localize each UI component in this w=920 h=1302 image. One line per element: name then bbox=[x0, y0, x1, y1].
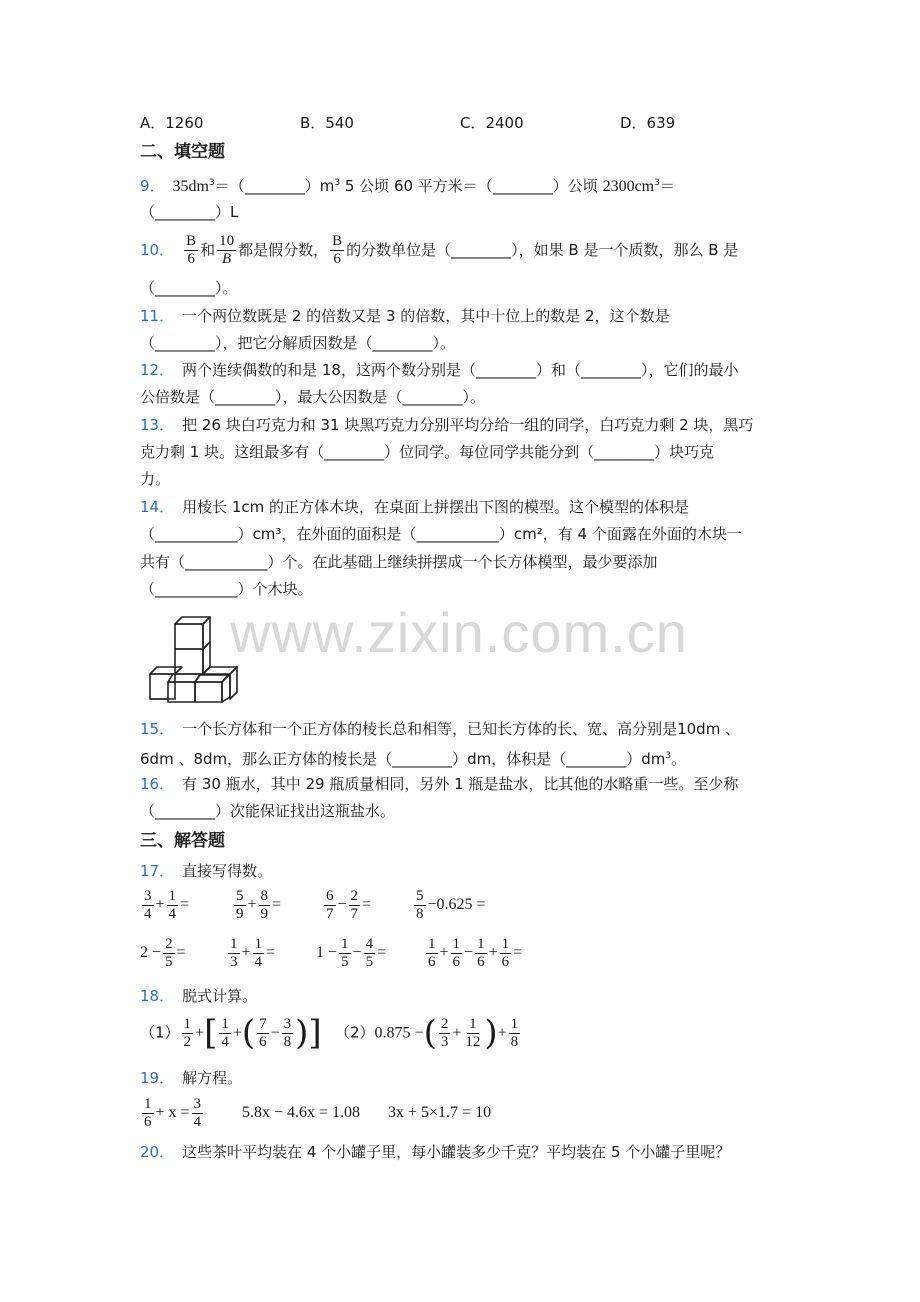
q10-text1: 都是假分数， bbox=[238, 241, 329, 259]
q20-number: 20． bbox=[140, 1143, 175, 1161]
q18-title-line bbox=[140, 985, 257, 1007]
q17-title-line bbox=[140, 860, 272, 882]
q14-line3: 共有（___________）个。在此基础上继续拼摆成一个长方体模型，最少要添加 bbox=[140, 553, 658, 571]
q12-text1: 两个连续偶数的和是 18，这两个数分别是（________）和（________），它们的最小 bbox=[182, 361, 739, 379]
q14-line1 bbox=[140, 496, 689, 518]
q15-line1 bbox=[140, 718, 740, 740]
choice-a: A．1260 bbox=[140, 114, 204, 132]
q18-label-2: （2） bbox=[335, 1023, 375, 1042]
q19-title-line bbox=[140, 1067, 242, 1089]
q11-number: 11． bbox=[140, 307, 175, 325]
q19-eq-2: 5.8x − 4.6x = 1.08 bbox=[242, 1104, 361, 1121]
q18-number: 18． bbox=[140, 987, 175, 1005]
q9-part5: ＝ bbox=[659, 177, 675, 195]
q12-number: 12． bbox=[140, 361, 175, 379]
q19-eq-3: 3x + 5×1.7 = 10 bbox=[388, 1104, 492, 1121]
q19-title: 解方程。 bbox=[182, 1069, 243, 1087]
q17-expr-8: $\frac{1}{6}$ + $\frac{1}{6}$ − $\frac{1}{6}$ + $\frac{1}{6}$ = bbox=[428, 936, 523, 970]
q10-number: 10． bbox=[140, 241, 175, 259]
q11-line1 bbox=[140, 305, 670, 327]
q15-number: 15． bbox=[140, 720, 175, 738]
q20-text1: 这些茶叶平均装在 4 个小罐子里，每小罐装多少千克？平均装在 5 个小罐子里呢？ bbox=[182, 1143, 731, 1161]
q17-expr-3: $\frac{6}{7}$ − $\frac{2}{7}$ = bbox=[326, 888, 372, 922]
q12-line1 bbox=[140, 359, 738, 381]
q9-line1 bbox=[140, 172, 675, 198]
q15-text1: 一个长方体和一个正方体的棱长总和相等，已知长方体的长、宽、高分别是10dm 、 bbox=[182, 720, 741, 738]
q19-number: 19． bbox=[140, 1069, 175, 1087]
q9-part3: 5 公顷 60 平方米＝（________）公顷 bbox=[340, 177, 603, 195]
q19-eq-1: $\frac{1}{6}$ + x = $\frac{3}{4}$ bbox=[144, 1096, 202, 1130]
q9-number: 9． bbox=[140, 177, 165, 195]
cube-upper bbox=[175, 624, 203, 649]
q10-line1 bbox=[140, 230, 738, 270]
q14-line4: （___________）个木块。 bbox=[140, 580, 313, 598]
q17-expr-4: $\frac{5}{8}$ −0.625 = bbox=[416, 888, 486, 922]
q17-expr-2: $\frac{5}{9}$ + $\frac{8}{9}$ = bbox=[236, 888, 282, 922]
q9-part2: ＝（________）m bbox=[214, 177, 335, 195]
q14-text1: 用棱长 1cm 的正方体木块，在桌面上拼摆出下图的模型。这个模型的体积是 bbox=[182, 498, 690, 516]
q17-expr-5: 2 − $\frac{2}{5}$ = bbox=[140, 936, 186, 970]
q10-frac1: $\frac{B}{6}$ bbox=[186, 233, 197, 267]
q18-expr-1: （1） $\frac{1}{2}$ +[ $\frac{1}{4}$ +( $\frac{7}{6}$ − $\frac{3}{8}$ )] bbox=[140, 1013, 322, 1053]
q9-line2: （________）L bbox=[140, 203, 239, 221]
q9-sup2: 3 bbox=[334, 178, 341, 188]
q9-sup1: 3 bbox=[209, 178, 215, 188]
q13-line3: 力。 bbox=[140, 470, 171, 488]
q10-line2: （________）。 bbox=[140, 279, 238, 297]
q13-number: 13． bbox=[140, 416, 175, 434]
q16-number: 16． bbox=[140, 775, 175, 793]
q15-sup: 3 bbox=[665, 751, 672, 761]
watermark: www.zixin.com.cn bbox=[230, 601, 688, 664]
q13-text1: 把 26 块白巧克力和 31 块黑巧克力分别平均分给一组的同学，白巧克力剩 2 块，黑巧 bbox=[182, 416, 754, 434]
q17-expr-7: 1 − $\frac{1}{5}$ − $\frac{4}{5}$ = bbox=[316, 936, 387, 970]
q15-text2: 6dm 、8dm，那么正方体的棱长是（________）dm，体积是（________）dm bbox=[140, 750, 666, 768]
q18-title: 脱式计算。 bbox=[182, 987, 258, 1005]
section-fill-header: 二、填空题 bbox=[140, 142, 225, 162]
q18-expr-2: （2）0.875 −( $\frac{2}{3}$ + $\frac{1}{12}$ )+ $\frac{1}{8}$ bbox=[335, 1013, 519, 1053]
q13-line2: 克力剩 1 块。这组最多有（________）位同学。每位同学共能分到（________）块巧克 bbox=[140, 443, 715, 461]
q17-title: 直接写得数。 bbox=[182, 862, 273, 880]
q16-line1 bbox=[140, 773, 738, 795]
q20-line1 bbox=[140, 1141, 730, 1163]
q15-text2b: 。 bbox=[671, 750, 687, 768]
q10-and: 和 bbox=[200, 241, 216, 259]
q14-number: 14． bbox=[140, 498, 175, 516]
choice-b: B．540 bbox=[300, 114, 354, 132]
cube-back-left-top bbox=[150, 667, 182, 674]
q11-text1: 一个两位数既是 2 的倍数又是 3 的倍数，其中十位上的数是 2，这个数是 bbox=[182, 307, 670, 325]
choice-c: C．2400 bbox=[460, 114, 524, 132]
cube-front-right bbox=[195, 682, 222, 702]
q14-line2: （___________）cm³，在外面的面积是（___________）cm²，有 4 个面露在外面的木块一 bbox=[140, 525, 742, 543]
q10-text2: 的分数单位是（________），如果 B 是一个质数，那么 B 是 bbox=[346, 241, 739, 259]
q17-expr-1: $\frac{3}{4}$ + $\frac{1}{4}$ = bbox=[144, 888, 190, 922]
q10-frac3: $\frac{B}{6}$ bbox=[332, 233, 343, 267]
q11-line2: （________），把它分解质因数是（________）。 bbox=[140, 334, 456, 352]
q16-text1: 有 30 瓶水，其中 29 瓶质量相同，另外 1 瓶是盐水，比其他的水略重一些。至少称 bbox=[182, 775, 739, 793]
choice-d: D．639 bbox=[620, 114, 676, 132]
q17-number: 17． bbox=[140, 862, 175, 880]
q10-frac2: $\frac{10}{B}$ bbox=[219, 233, 235, 267]
q12-line2: 公倍数是（________），最大公因数是（________）。 bbox=[140, 388, 486, 406]
q15-line2 bbox=[140, 745, 686, 770]
q16-line2: （________）次能保证找出这瓶盐水。 bbox=[140, 802, 396, 820]
q9-sup3: 3 bbox=[654, 178, 660, 188]
q9-part1: 35dm bbox=[172, 178, 209, 195]
q17-expr-6: $\frac{1}{3}$ + $\frac{1}{4}$ = bbox=[230, 936, 276, 970]
section-solve-header: 三、解答题 bbox=[140, 831, 225, 851]
q18-label-1: （1） bbox=[140, 1023, 180, 1042]
q9-part4: 2300cm bbox=[602, 178, 655, 195]
q13-line1 bbox=[140, 414, 753, 436]
